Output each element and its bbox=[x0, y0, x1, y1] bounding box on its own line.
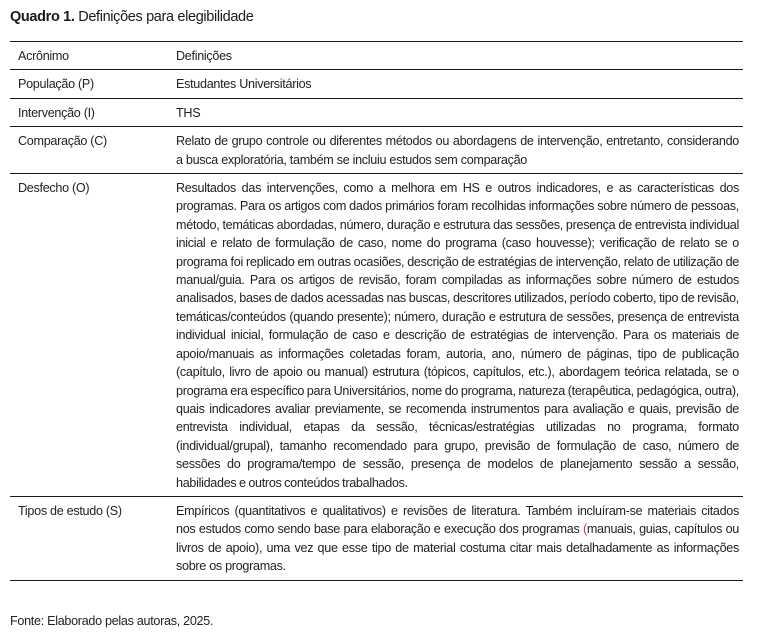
definition-cell: THS bbox=[176, 98, 743, 126]
table-row-comparison bbox=[10, 127, 743, 174]
definition-text-part: Empíricos (quantitativos e qualitativos) e revisões de literatura. Também incluíram-se materiais citados nos estudos como sendo base para elaboração e execução dos programas bbox=[176, 503, 739, 537]
acronym-cell: Desfecho (O) bbox=[10, 174, 176, 497]
acronym-cell: Comparação (C) bbox=[10, 127, 176, 174]
acronym-cell: População (P) bbox=[10, 70, 176, 98]
table-row-outcome bbox=[10, 174, 743, 497]
definition-cell: Relato de grupo controle ou diferentes métodos ou abordagens de intervenção, entretanto, considerando a busca exploratória, também se incluiu estudos sem comparação bbox=[176, 127, 743, 174]
caption-label: Quadro 1. bbox=[10, 9, 75, 25]
definition-cell: Resultados das intervenções, como a melhora em HS e outros indicadores, e as características dos programas. Para os artigos com dados primários foram recolhidas informações sobre número de pessoas, método, temáticas abordadas, número, duração e estrutura das sessões, presença de entrevista individual inicial e relato de formulação de caso, nome do programa (caso houvesse); verificação de relato se o programa foi replicado em outras ocasiões, descrição de estratégias de intervenção, relato de utilização de manual/guia. Para os artigos de revisão, foram compiladas as informações sobre número de estudos analisados, bases de dados acessadas nas buscas, descritores utilizados, período coberto, tipo de revisão, temáticas/conteúdos (quando presente); número, duração e estrutura de sessões, presença de entrevista individual inicial, formulação de caso e descrição de estratégias de intervenção. Para os materiais de apoio/manuais as informações coletadas foram, autoria, ano, número de páginas, tipo de publicação (capítulo, livro de apoio ou manual) estrutura (tópicos, capítulos, etc.), abordagem teórica relatada, se o programa era específico para Universitários, nome do programa, natureza (terapêutica, pedagógica, outra), quais indicadores avaliar previamente, se recomenda instrumentos para avaliação e quais, previsão de entrevista individual, etapas da sessão, técnicas/estratégias utilizadas no programa, formato (individual/grupal), tamanho recomendado para grupo, previsão de formulação de caso, número de sessões do programa/tempo de sessão, presença de modelos de planejamento sessão a sessão, habilidades e outros conteúdos trabalhados. bbox=[176, 174, 743, 497]
header-definitions: Definições bbox=[176, 42, 743, 70]
acronym-cell: Intervenção (I) bbox=[10, 98, 176, 126]
definition-text-part: manuais, guias, capítulos ou livros de apoio), uma vez que esse tipo de material costuma citar mais detalhadamente as informações sobre os programas. bbox=[176, 522, 740, 574]
source-note: Fonte: Elaborado pelas autoras, 2025. bbox=[10, 614, 214, 628]
table-row-population bbox=[10, 70, 743, 98]
definition-cell bbox=[176, 496, 743, 580]
definition-cell: Estudantes Universitários bbox=[176, 70, 743, 98]
acronym-cell: Tipos de estudo (S) bbox=[10, 496, 176, 580]
eligibility-definitions-table bbox=[10, 41, 743, 581]
red-parenthesis: ( bbox=[582, 522, 587, 537]
table-row-study-types bbox=[10, 496, 743, 580]
table-caption bbox=[10, 9, 253, 25]
caption-text: Definições para elegibilidade bbox=[74, 9, 254, 25]
table-row-intervention bbox=[10, 98, 743, 126]
header-acronym: Acrônimo bbox=[10, 42, 176, 70]
table-header-row bbox=[10, 42, 743, 70]
